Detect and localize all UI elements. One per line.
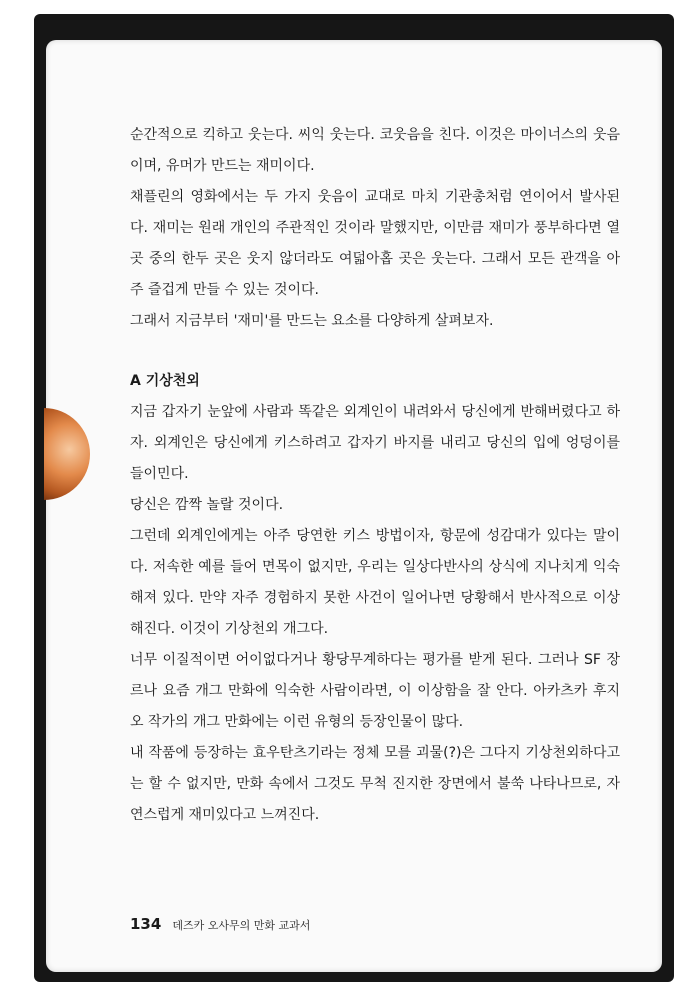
paragraph: 그런데 외계인에게는 아주 당연한 키스 방법이자, 항문에 성감대가 있다는 말이다. 저속한 예를 들어 면목이 없지만, 우리는 일상다반사의 상식에 지나치게 익숙해져 있다. 만약 자주 경험하지 못한 사건이 일어나면 당황해서 반사적으로 이상해진다. 이것이 기상천외 개그다. (130, 528, 620, 637)
paragraph: 그래서 지금부터 '재미'를 만드는 요소를 다양하게 살펴보자. (130, 313, 494, 329)
paragraph: 순간적으로 킥하고 웃는다. 씨익 웃는다. 코웃음을 친다. 이것은 마이너스의 웃음이며, 유머가 만드는 재미이다. (130, 127, 620, 174)
page-footer (130, 914, 310, 933)
paragraph: 채플린의 영화에서는 두 가지 웃음이 교대로 마치 기관총처럼 연이어서 발사된다. 재미는 원래 개인의 주관적인 것이라 말했지만, 이만큼 재미가 풍부하다면 열 곳 중의 한두 곳은 웃지 않더라도 여덟아홉 곳은 웃는다. 그래서 모든 관객을 아주 즐겁게 만들 수 있는 것이다. (130, 189, 620, 298)
paragraph: 너무 이질적이면 어이없다거나 황당무계하다는 평가를 받게 된다. 그러나 SF 장르나 요즘 개그 만화에 익숙한 사람이라면, 이 이상함을 잘 안다. 아카츠카 후지오 작가의 개그 만화에는 이런 유형의 등장인물이 많다. (130, 652, 620, 730)
section-heading: A 기상천외 (130, 373, 200, 389)
paragraph: 내 작품에 등장하는 효우탄츠기라는 정체 모를 괴물(?)은 그다지 기상천외하다고는 할 수 없지만, 만화 속에서 그것도 무척 진지한 장면에서 불쑥 나타나므로, 자연스럽게 재미있다고 느껴진다. (130, 745, 620, 823)
page-body (130, 120, 620, 831)
paragraph: 당신은 깜짝 놀랄 것이다. (130, 497, 284, 513)
book-title: 데즈카 오사무의 만화 교과서 (172, 919, 311, 932)
paragraph: 지금 갑자기 눈앞에 사람과 똑같은 외계인이 내려와서 당신에게 반해버렸다고 하자. 외계인은 당신에게 키스하려고 갑자기 바지를 내리고 당신의 입에 엉덩이를 들이민다. (130, 404, 620, 482)
page-number: 134 (130, 915, 162, 933)
